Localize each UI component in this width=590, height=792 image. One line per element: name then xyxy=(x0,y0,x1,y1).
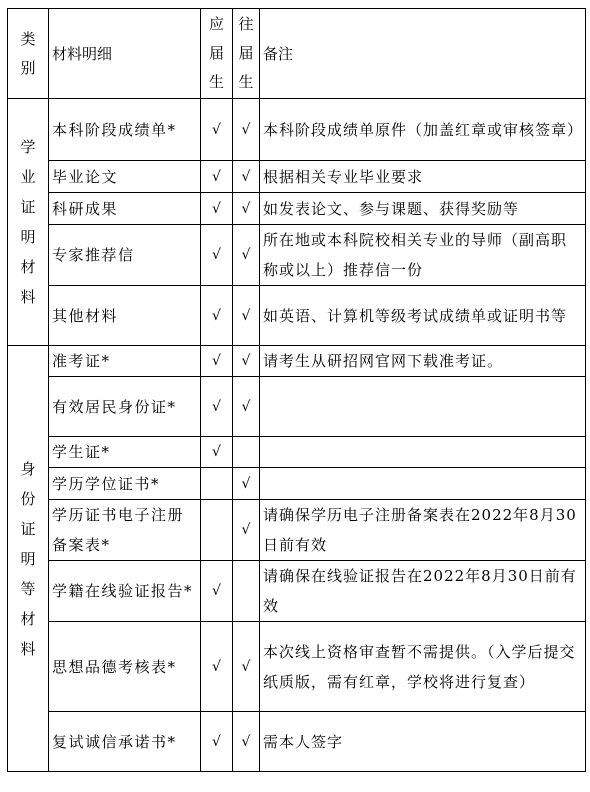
previous-check-mark: √ xyxy=(233,622,260,712)
header-category: 类 别 xyxy=(8,9,49,99)
materials-table xyxy=(7,8,586,772)
current-check-mark: √ xyxy=(201,193,233,225)
remark-cell: 本科阶段成绩单原件（加盖红章或审核签章） xyxy=(260,99,586,161)
previous-check-mark xyxy=(233,437,260,468)
current-check-mark: √ xyxy=(201,622,233,712)
header-current: 应 届 生 xyxy=(201,9,233,99)
remark-cell: 根据相关专业毕业要求 xyxy=(260,161,586,193)
remark-cell: 如英语、计算机等级考试成绩单或证明书等 xyxy=(260,286,586,346)
current-check-mark xyxy=(201,500,233,561)
category-cell: 学 业 证 明 材 料 xyxy=(8,99,49,346)
material-item: 其他材料 xyxy=(49,286,201,346)
table-row xyxy=(8,346,586,377)
current-check-mark: √ xyxy=(201,99,233,161)
table-row xyxy=(8,377,586,437)
previous-check-mark: √ xyxy=(233,377,260,437)
remark-cell: 请考生从研招网官网下载准考证。 xyxy=(260,346,586,377)
table-row xyxy=(8,712,586,772)
table-row xyxy=(8,225,586,286)
previous-check-mark: √ xyxy=(233,225,260,286)
material-item: 准考证* xyxy=(49,346,201,377)
table-row xyxy=(8,468,586,500)
current-check-mark: √ xyxy=(201,437,233,468)
header-material: 材料明细 xyxy=(49,9,201,99)
remark-cell xyxy=(260,437,586,468)
material-item: 思想品德考核表* xyxy=(49,622,201,712)
previous-check-mark xyxy=(233,561,260,622)
category-cell: 身 份 证 明 等 材 料 xyxy=(8,346,49,772)
table-row xyxy=(8,161,586,193)
table-row xyxy=(8,500,586,561)
current-check-mark: √ xyxy=(201,561,233,622)
previous-check-mark: √ xyxy=(233,99,260,161)
header-row xyxy=(8,9,586,99)
current-check-mark: √ xyxy=(201,161,233,193)
table-row xyxy=(8,99,586,161)
previous-check-mark: √ xyxy=(233,500,260,561)
remark-cell: 请确保在线验证报告在2022年8月30日前有效 xyxy=(260,561,586,622)
material-item: 学历学位证书* xyxy=(49,468,201,500)
previous-check-mark: √ xyxy=(233,346,260,377)
current-check-mark: √ xyxy=(201,225,233,286)
remark-cell: 需本人签字 xyxy=(260,712,586,772)
previous-check-mark: √ xyxy=(233,712,260,772)
previous-check-mark: √ xyxy=(233,161,260,193)
material-item: 学籍在线验证报告* xyxy=(49,561,201,622)
material-item: 专家推荐信 xyxy=(49,225,201,286)
current-check-mark xyxy=(201,468,233,500)
table-row xyxy=(8,561,586,622)
header-previous: 往 届 生 xyxy=(233,9,260,99)
current-check-mark: √ xyxy=(201,377,233,437)
current-check-mark: √ xyxy=(201,712,233,772)
material-item: 毕业论文 xyxy=(49,161,201,193)
remark-cell: 本次线上资格审查暂不需提供。（入学后提交纸质版，需有红章，学校将进行复查） xyxy=(260,622,586,712)
table-row xyxy=(8,286,586,346)
material-item: 学历证书电子注册备案表* xyxy=(49,500,201,561)
header-remark: 备注 xyxy=(260,9,586,99)
previous-check-mark: √ xyxy=(233,286,260,346)
table-row xyxy=(8,622,586,712)
remark-cell: 如发表论文、参与课题、获得奖励等 xyxy=(260,193,586,225)
previous-check-mark: √ xyxy=(233,468,260,500)
current-check-mark: √ xyxy=(201,346,233,377)
material-item: 本科阶段成绩单* xyxy=(49,99,201,161)
material-item: 学生证* xyxy=(49,437,201,468)
material-item: 科研成果 xyxy=(49,193,201,225)
remark-cell xyxy=(260,468,586,500)
remark-cell xyxy=(260,377,586,437)
previous-check-mark: √ xyxy=(233,193,260,225)
material-item: 有效居民身份证* xyxy=(49,377,201,437)
table-row xyxy=(8,193,586,225)
remark-cell: 所在地或本科院校相关专业的导师（副高职称或以上）推荐信一份 xyxy=(260,225,586,286)
current-check-mark: √ xyxy=(201,286,233,346)
material-item: 复试诚信承诺书* xyxy=(49,712,201,772)
table-row xyxy=(8,437,586,468)
remark-cell: 请确保学历电子注册备案表在2022年8月30日前有效 xyxy=(260,500,586,561)
